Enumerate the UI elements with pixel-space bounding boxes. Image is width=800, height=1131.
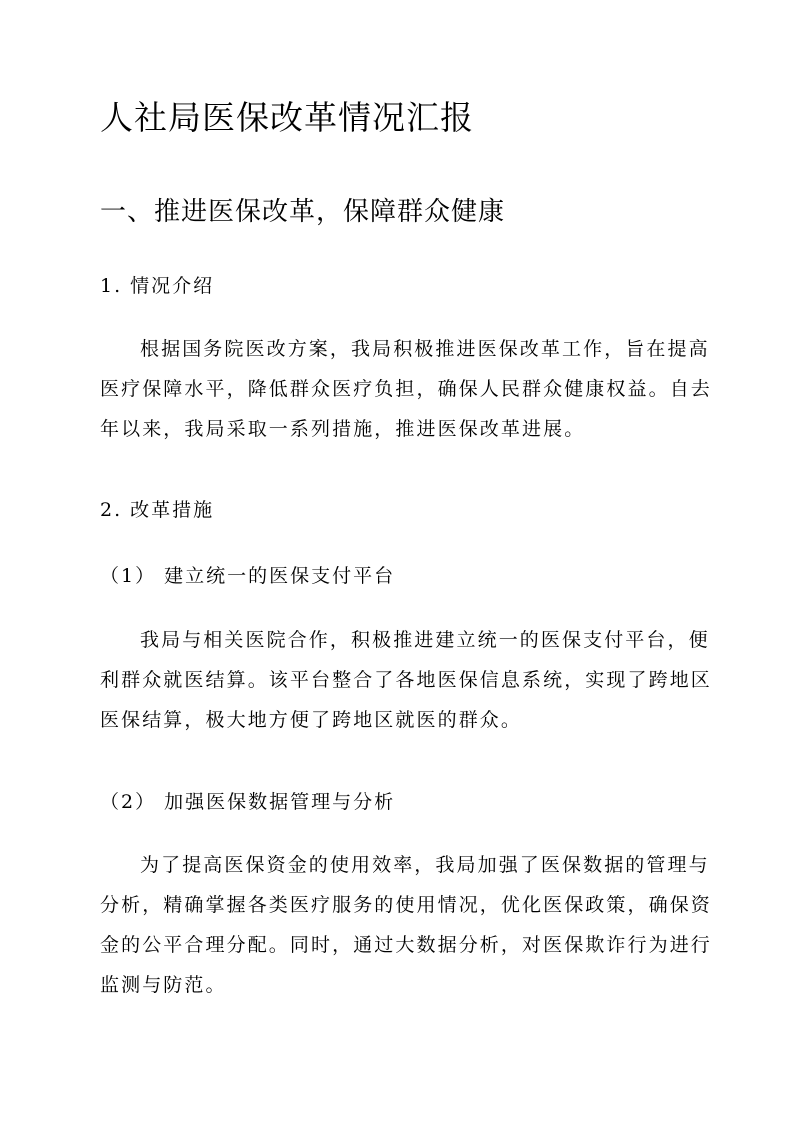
item-heading-data-management: （2） 加强医保数据管理与分析 (100, 791, 396, 813)
section-heading: 一、推进医保改革，保障群众健康 (100, 197, 506, 227)
paragraph-line: 我局与相关医院合作，积极推进建立统一的医保支付平台，便 (140, 629, 710, 651)
subsection-heading-measures: 2. 改革措施 (100, 499, 215, 521)
paragraph-line: 年以来，我局采取一系列措施，推进医保改革进展。 (100, 418, 586, 440)
paragraph-line: 利群众就医结算。该平台整合了各地医保信息系统，实现了跨地区 (100, 669, 712, 691)
paragraph-data-management (100, 845, 712, 1005)
paragraph-line: 为了提高医保资金的使用效率，我局加强了医保数据的管理与 (140, 854, 710, 876)
paragraph-intro (100, 329, 712, 449)
paragraph-line: 分析，精确掌握各类医疗服务的使用情况，优化医保政策，确保资 (100, 894, 712, 916)
paragraph-line: 根据国务院医改方案，我局积极推进医保改革工作，旨在提高 (140, 338, 710, 360)
paragraph-payment-platform (100, 620, 712, 740)
paragraph-line: 医疗保障水平，降低群众医疗负担，确保人民群众健康权益。自去 (100, 378, 712, 400)
subsection-heading-intro: 1. 情况介绍 (100, 275, 215, 297)
paragraph-line: 金的公平合理分配。同时，通过大数据分析，对医保欺诈行为进行 (100, 934, 712, 956)
paragraph-line: 医保结算，极大地方便了跨地区就医的群众。 (100, 709, 523, 731)
paragraph-line: 监测与防范。 (100, 974, 227, 996)
item-heading-payment-platform: （1） 建立统一的医保支付平台 (100, 565, 396, 587)
document-title: 人社局医保改革情况汇报 (100, 98, 474, 137)
